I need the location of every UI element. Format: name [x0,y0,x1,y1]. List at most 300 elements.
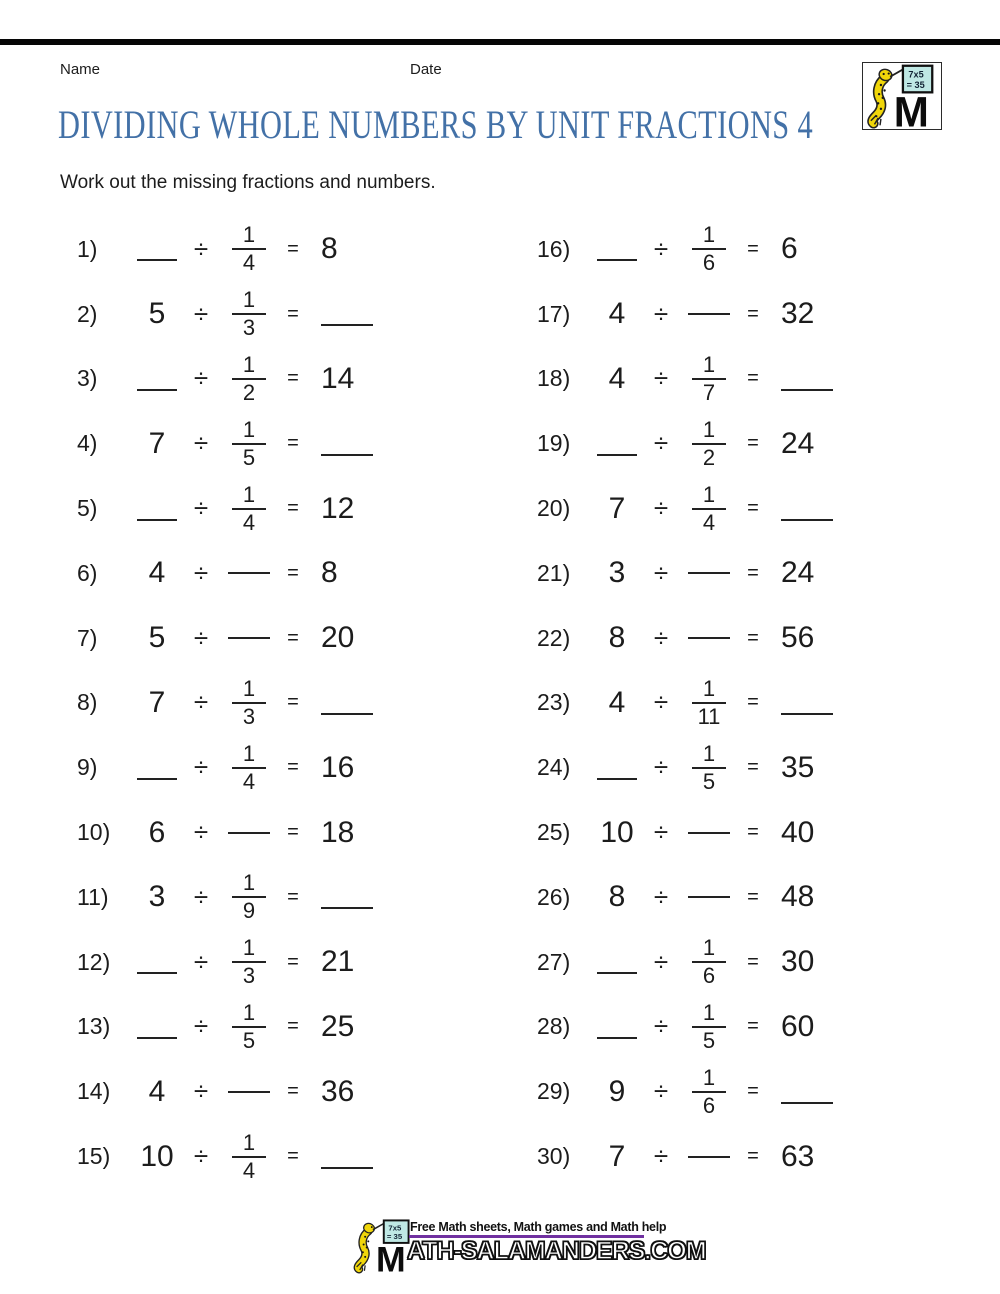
dividend-value: 4 [148,1074,166,1108]
fraction-denominator: 5 [242,444,256,470]
problem-row [520,995,960,1060]
fraction-numerator: 1 [702,999,716,1025]
board-equation-line2: = 35 [906,79,925,90]
problem-row [60,347,500,412]
result-cell [306,491,500,525]
salamander-eye [371,1226,373,1228]
fraction-denominator: 6 [702,250,716,276]
dividend-blank [137,497,177,521]
footer-salamander-icon [352,1218,414,1274]
fraction-cell [218,224,280,274]
fraction-numerator: 1 [242,740,256,766]
fraction-cell [678,675,740,729]
fraction-numerator: 1 [702,351,716,377]
footer-m-letter: M [376,1239,406,1274]
problem-number: 28) [537,1013,571,1040]
problems-right-column [520,217,960,1189]
dividend-cell [130,623,184,653]
division-sign: ÷ [193,817,209,848]
result-cell [306,558,500,588]
result-cell [306,691,500,715]
result-value: 16 [321,750,355,784]
fraction-numerator: 1 [242,1129,256,1155]
division-sign: ÷ [653,687,669,718]
result-blank [781,367,833,391]
fraction-blank [228,832,270,834]
problem-number: 19) [537,430,571,457]
fraction-blank [688,832,730,834]
dividend-cell [130,882,184,912]
result-value: 18 [321,815,355,849]
salamander-logo-icon [863,63,941,129]
division-sign: ÷ [653,1076,669,1107]
equals-sign: = [287,432,299,455]
result-cell [306,815,500,849]
dividend-value: 5 [148,297,166,331]
fraction-numerator: 1 [702,935,716,961]
result-blank [321,432,373,456]
dividend-cell [130,299,184,329]
equals-sign: = [287,1080,299,1103]
date-label: Date [410,61,442,78]
top-border-rule [0,39,1000,45]
fraction-numerator: 1 [702,675,716,701]
unit-fraction [230,872,268,922]
dividend-cell [590,685,644,719]
fraction-cell [218,832,280,834]
problem-number: 10) [77,819,111,846]
fraction-denominator: 4 [242,1157,256,1183]
division-sign: ÷ [653,363,669,394]
footer-tagline: Free Math sheets, Math games and Math help [410,1220,667,1234]
fraction-numerator: 1 [242,416,256,442]
result-value: 14 [321,361,355,395]
unit-fraction [690,351,728,405]
division-sign: ÷ [653,881,669,912]
fraction-denominator: 3 [242,963,256,989]
problem-row [60,476,500,541]
result-cell [306,750,500,784]
dividend-cell [130,426,184,460]
result-value: 12 [321,491,355,525]
fraction-cell [218,351,280,405]
dividend-cell [130,815,184,849]
fraction-denominator: 6 [702,963,716,989]
result-cell [766,1009,960,1043]
equals-sign: = [287,237,299,260]
fraction-numerator: 1 [702,222,716,248]
dividend-cell [590,950,644,974]
result-value: 8 [321,556,338,590]
equals-sign: = [287,1015,299,1038]
dividend-blank [597,756,637,780]
result-cell [306,302,500,326]
result-blank [321,1145,373,1169]
result-value: 25 [321,1009,355,1043]
result-value: 36 [321,1074,355,1108]
problem-row [60,1059,500,1124]
fraction-cell [678,832,740,834]
division-sign: ÷ [653,233,669,264]
dividend-value: 4 [608,361,626,395]
dividend-value: 8 [608,621,626,655]
dividend-value: 10 [140,1139,174,1173]
equals-sign: = [747,302,759,325]
result-value: 6 [781,232,798,266]
equals-sign: = [747,367,759,390]
fraction-numerator: 1 [242,870,256,896]
equals-sign: = [747,1015,759,1038]
division-sign: ÷ [193,1141,209,1172]
problem-number: 14) [77,1078,111,1105]
dividend-cell [130,1015,184,1039]
fraction-denominator: 3 [242,703,256,729]
problem-row [520,606,960,671]
division-sign: ÷ [653,1141,669,1172]
fraction-denominator: 3 [242,315,256,341]
problem-number: 13) [77,1013,111,1040]
dividend-value: 6 [148,815,166,849]
board-equation-line1: 7x5 [388,1223,402,1233]
unit-fraction [690,675,728,729]
fraction-denominator: 11 [697,703,721,729]
problem-row [60,930,500,995]
dividend-cell [590,623,644,653]
fraction-cell [678,937,740,987]
unit-fraction [690,937,728,987]
result-blank [781,691,833,715]
problem-number: 24) [537,754,571,781]
result-cell [766,558,960,588]
division-sign: ÷ [193,493,209,524]
division-sign: ÷ [653,1011,669,1042]
problem-row [60,606,500,671]
board-equation-line2: = 35 [386,1232,403,1242]
problem-row [520,282,960,347]
fraction-cell [218,937,280,987]
problem-row [520,930,960,995]
problem-row [60,735,500,800]
problem-number: 27) [537,948,571,975]
result-cell [306,947,500,977]
equals-sign: = [747,821,759,844]
fraction-numerator: 1 [702,481,716,507]
division-sign: ÷ [193,687,209,718]
result-value: 24 [781,556,815,590]
fraction-denominator: 9 [242,898,256,924]
dividend-cell [590,361,644,395]
problem-number: 4) [77,430,98,457]
dividend-cell [130,950,184,974]
dividend-cell [590,491,644,525]
problem-row [60,800,500,865]
dividend-value: 5 [148,621,166,655]
dividend-blank [597,1015,637,1039]
division-sign: ÷ [193,428,209,459]
dividend-cell [590,815,644,849]
problem-row [520,1124,960,1189]
problem-number: 3) [77,365,98,392]
result-value: 24 [781,426,815,460]
equals-sign: = [747,497,759,520]
result-cell [306,432,500,456]
result-cell [306,1009,500,1043]
fraction-numerator: 1 [242,675,256,701]
problem-number: 23) [537,689,571,716]
result-value: 21 [321,945,355,979]
unit-fraction [230,1129,268,1183]
equals-sign: = [287,626,299,649]
fraction-blank [228,637,270,639]
fraction-numerator: 1 [242,999,256,1025]
dividend-value: 3 [148,880,166,914]
fraction-denominator: 6 [702,1092,716,1118]
problem-row [520,217,960,282]
result-cell [766,947,960,977]
problem-number: 22) [537,624,571,651]
division-sign: ÷ [653,622,669,653]
dividend-value: 4 [148,556,166,590]
dividend-cell [130,685,184,719]
equals-sign: = [747,950,759,973]
problem-number: 7) [77,624,98,651]
problem-number: 25) [537,819,571,846]
problem-row [60,671,500,736]
page-title: DIVIDING WHOLE NUMBERS BY UNIT FRACTIONS 4 [58,102,814,147]
fraction-numerator: 1 [242,481,256,507]
equals-sign: = [287,756,299,779]
result-cell [766,367,960,391]
problem-row [60,865,500,930]
fraction-cell [678,1064,740,1118]
result-blank [321,691,373,715]
result-cell [766,1080,960,1104]
unit-fraction [230,999,268,1053]
division-sign: ÷ [193,881,209,912]
footer [352,1214,706,1282]
footer-site-text: ATH-SALAMANDERS.COM [407,1237,706,1265]
fraction-cell [678,1156,740,1158]
result-blank [781,1080,833,1104]
equals-sign: = [747,626,759,649]
dividend-value: 4 [608,297,626,331]
problem-number: 8) [77,689,98,716]
division-sign: ÷ [193,557,209,588]
problem-number: 29) [537,1078,571,1105]
problem-number: 6) [77,559,98,586]
unit-fraction [230,289,268,339]
result-cell [306,361,500,395]
unit-fraction [690,481,728,535]
unit-fraction [230,937,268,987]
result-blank [321,302,373,326]
fraction-blank [228,1091,270,1093]
dividend-cell [130,237,184,261]
fraction-numerator: 1 [242,351,256,377]
problem-row [60,282,500,347]
dividend-value: 7 [608,491,626,525]
dividend-cell [590,432,644,456]
dividend-cell [130,1139,184,1173]
division-sign: ÷ [193,1076,209,1107]
fraction-cell [678,740,740,794]
division-sign: ÷ [193,1011,209,1042]
fraction-denominator: 5 [702,1027,716,1053]
result-blank [321,885,373,909]
fraction-blank [228,572,270,574]
dividend-cell [590,299,644,329]
problem-number: 30) [537,1143,571,1170]
equals-sign: = [747,1080,759,1103]
division-sign: ÷ [193,233,209,264]
result-blank [781,497,833,521]
result-value: 63 [781,1139,815,1173]
equals-sign: = [747,691,759,714]
fraction-cell [218,289,280,339]
problem-number: 1) [77,235,98,262]
equals-sign: = [747,237,759,260]
result-cell [766,1139,960,1173]
equals-sign: = [747,1145,759,1168]
fraction-cell [218,481,280,535]
problem-number: 11) [77,883,109,910]
unit-fraction [690,416,728,470]
unit-fraction [690,1064,728,1118]
salamander-eye [888,72,890,74]
division-sign: ÷ [193,946,209,977]
dividend-cell [590,1015,644,1039]
dividend-value: 9 [608,1074,626,1108]
result-value: 20 [321,621,355,655]
result-value: 40 [781,815,815,849]
problem-row [520,671,960,736]
fraction-denominator: 4 [242,768,256,794]
fraction-denominator: 4 [242,509,256,535]
problem-number: 15) [77,1143,111,1170]
result-cell [766,299,960,329]
problem-number: 17) [537,300,571,327]
division-sign: ÷ [653,493,669,524]
dividend-blank [597,950,637,974]
division-sign: ÷ [193,298,209,329]
fraction-cell [678,572,740,574]
dividend-cell [130,558,184,588]
site-logo [862,62,942,130]
problem-row [520,735,960,800]
division-sign: ÷ [653,298,669,329]
dividend-cell [590,237,644,261]
logo-m-letter: M [893,88,929,129]
dividend-value: 7 [148,685,166,719]
fraction-numerator: 1 [242,222,256,248]
dividend-blank [137,1015,177,1039]
division-sign: ÷ [193,363,209,394]
fraction-cell [678,313,740,315]
problem-row [520,800,960,865]
fraction-numerator: 1 [702,740,716,766]
fraction-cell [218,1091,280,1093]
dividend-cell [130,497,184,521]
instruction-text: Work out the missing fractions and numbers. [60,172,436,193]
equals-sign: = [747,885,759,908]
fraction-cell [218,675,280,729]
problem-row [520,347,960,412]
fraction-denominator: 5 [242,1027,256,1053]
fraction-cell [678,224,740,274]
fraction-blank [688,1156,730,1158]
fraction-cell [218,872,280,922]
dividend-cell [590,756,644,780]
problems-left-column [60,217,500,1189]
problem-number: 9) [77,754,98,781]
equals-sign: = [747,756,759,779]
result-value: 30 [781,945,815,979]
problem-row [520,1059,960,1124]
dividend-cell [590,882,644,912]
dividend-value: 7 [148,426,166,460]
fraction-denominator: 5 [702,768,716,794]
equals-sign: = [287,497,299,520]
dividend-value: 7 [608,1139,626,1173]
dividend-cell [130,756,184,780]
dividend-cell [130,1074,184,1108]
fraction-cell [678,637,740,639]
equals-sign: = [287,885,299,908]
problem-number: 2) [77,300,98,327]
fraction-denominator: 2 [702,444,716,470]
equals-sign: = [287,1145,299,1168]
equals-sign: = [287,950,299,973]
fraction-denominator: 4 [702,509,716,535]
result-value: 60 [781,1009,815,1043]
fraction-numerator: 1 [702,416,716,442]
equals-sign: = [747,432,759,455]
division-sign: ÷ [653,752,669,783]
fraction-denominator: 2 [242,379,256,405]
fraction-cell [218,999,280,1053]
fraction-cell [678,351,740,405]
dividend-value: 8 [608,880,626,914]
problem-row [60,541,500,606]
fraction-cell [218,1129,280,1183]
equals-sign: = [287,561,299,584]
fraction-cell [678,481,740,535]
unit-fraction [230,740,268,794]
division-sign: ÷ [193,752,209,783]
problem-row [520,865,960,930]
dividend-cell [590,1139,644,1173]
fraction-cell [678,896,740,898]
unit-fraction [690,740,728,794]
problem-number: 16) [537,235,571,262]
fraction-denominator: 4 [242,250,256,276]
dividend-blank [137,367,177,391]
result-cell [766,882,960,912]
name-label: Name [60,61,101,78]
problem-row [60,995,500,1060]
problem-number: 12) [77,948,111,975]
fraction-numerator: 1 [242,287,256,313]
fraction-blank [688,637,730,639]
dividend-cell [590,558,644,588]
result-cell [306,234,500,264]
fraction-denominator: 7 [702,379,716,405]
dividend-cell [130,367,184,391]
problem-number: 26) [537,883,571,910]
problem-row [60,217,500,282]
unit-fraction [230,351,268,405]
problem-number: 21) [537,559,571,586]
